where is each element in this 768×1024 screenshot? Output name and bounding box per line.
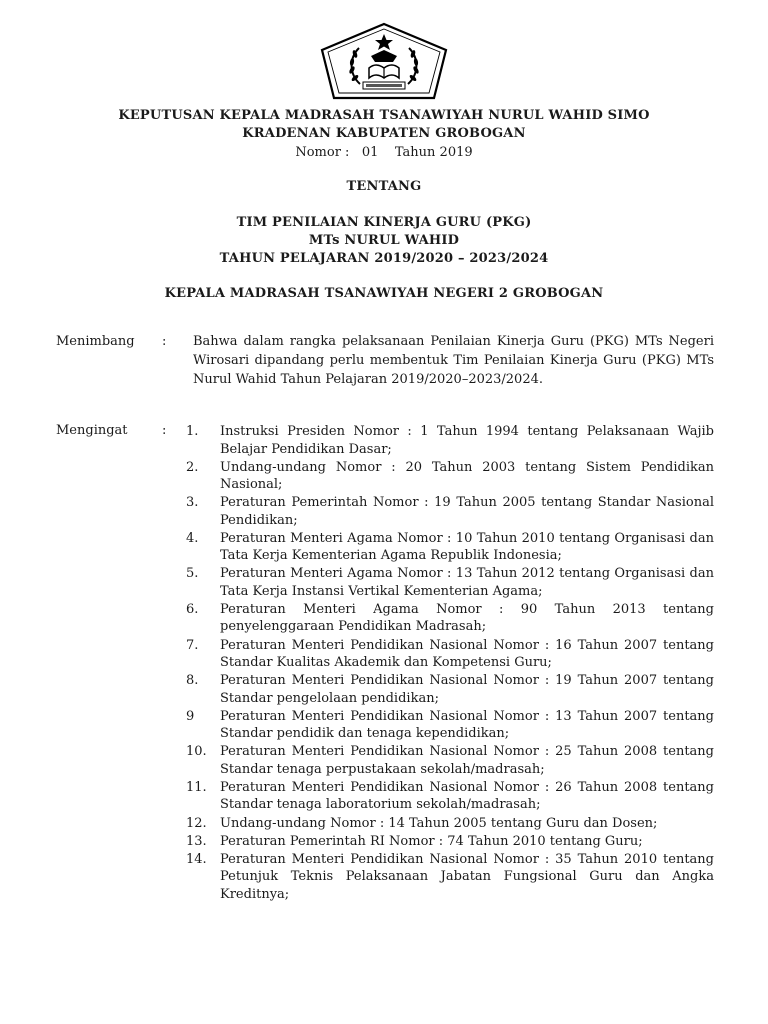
list-item-number: 11. (186, 779, 207, 795)
list-item (186, 708, 714, 743)
list-item-number: 10. (186, 744, 207, 760)
list-item-number: 12. (186, 815, 207, 831)
tentang-heading: TENTANG (346, 179, 422, 194)
list-item-number: 13. (186, 833, 207, 849)
list-item-text: Peraturan Menteri Agama Nomor : 10 Tahun 2010 tentang Organisasi dan Tata Kerja Kementerian Agama Republik Indonesia; (220, 530, 714, 564)
list-item-number: 7. (186, 637, 199, 653)
subject-line2: MTs NURUL WAHID (308, 233, 460, 248)
menimbang-label: Menimbang (56, 334, 135, 349)
mengingat-label: Mengingat (56, 423, 128, 438)
list-item-text: Peraturan Menteri Pendidikan Nasional Nomor : 26 Tahun 2008 tentang Standar tenaga laboratorium sekolah/madrasah; (220, 779, 714, 813)
list-item-text: Peraturan Menteri Pendidikan Nasional Nomor : 25 Tahun 2008 tentang Standar tenaga perpustakaan sekolah/madrasah; (220, 744, 714, 777)
list-item-text: Peraturan Pemerintah Nomor : 19 Tahun 2005 tentang Standar Nasional Pendidikan; (220, 495, 714, 528)
list-item (186, 423, 714, 458)
list-item (186, 833, 714, 851)
list-item-text: Instruksi Presiden Nomor : 1 Tahun 1994 tentang Pelaksanaan Wajib Belajar Pendidikan Dasar; (220, 424, 714, 457)
list-item-text: Undang-undang Nomor : 14 Tahun 2005 tentang Guru dan Dosen; (220, 815, 658, 831)
list-item (186, 494, 714, 529)
list-item-text: Undang-undang Nomor : 20 Tahun 2003 tentang Sistem Pendidikan Nasional; (220, 459, 714, 493)
list-item-number: 2. (186, 459, 199, 475)
menimbang-text: Bahwa dalam rangka pelaksanaan Penilaian Kinerja Guru (PKG) MTs Negeri Wirosari dipandang perlu membentuk Tim Penilaian Kinerja Guru (PKG) MTs Nurul Wahid Tahun Pelajaran 2019/2020–2023/2024. (193, 334, 714, 387)
mengingat-list (186, 423, 714, 904)
list-item-number: 4. (186, 530, 199, 546)
list-item (186, 530, 714, 565)
list-item (186, 851, 714, 904)
list-item (186, 815, 714, 833)
subject-line3: TAHUN PELAJARAN 2019/2020 – 2023/2024 (219, 251, 549, 266)
list-item (186, 601, 714, 636)
list-item-text: Peraturan Menteri Pendidikan Nasional Nomor : 13 Tahun 2007 tentang Standar pendidik dan tenaga kependidikan; (220, 708, 714, 742)
mengingat-colon: : (162, 423, 167, 438)
subject-line1: TIM PENILAIAN KINERJA GURU (PKG) (236, 215, 532, 230)
list-item (186, 565, 714, 600)
kementerian-agama-logo-icon (319, 22, 449, 100)
menimbang-colon: : (162, 334, 167, 349)
decree-number: Nomor : 01 Tahun 2019 (295, 145, 473, 160)
list-item-number: 9 (186, 708, 195, 724)
list-item-number: 1. (186, 424, 199, 439)
list-item (186, 459, 714, 494)
list-item-number: 14. (186, 851, 207, 867)
list-item-text: Peraturan Menteri Agama Nomor : 90 Tahun 2013 tentang penyelenggaraan Pendidikan Madrasah; (220, 601, 714, 635)
list-item-text: Peraturan Menteri Pendidikan Nasional Nomor : 19 Tahun 2007 tentang Standar pengelolaan pendidikan; (220, 673, 714, 706)
decree-title-line1: KEPUTUSAN KEPALA MADRASAH TSANAWIYAH NURUL WAHID SIMO (118, 108, 650, 123)
list-item-number: 3. (186, 495, 199, 511)
list-item-text: Peraturan Menteri Pendidikan Nasional Nomor : 16 Tahun 2007 tentang Standar Kualitas Akademik dan Kompetensi Guru; (220, 637, 714, 671)
list-item (186, 672, 714, 707)
list-item (186, 637, 714, 672)
list-item (186, 743, 714, 778)
list-item-number: 8. (186, 673, 199, 689)
list-item-text: Peraturan Pemerintah RI Nomor : 74 Tahun 2010 tentang Guru; (220, 833, 643, 849)
list-item-text: Peraturan Menteri Agama Nomor : 13 Tahun 2012 tentang Organisasi dan Tata Kerja Instansi Vertikal Kementerian Agama; (220, 566, 714, 599)
list-item-number: 6. (186, 601, 199, 617)
decree-title-line2: KRADENAN KABUPATEN GROBOGAN (242, 126, 526, 141)
list-item-number: 5. (186, 566, 199, 582)
list-item (186, 779, 714, 814)
list-item-text: Peraturan Menteri Pendidikan Nasional Nomor : 35 Tahun 2010 tentang Petunjuk Teknis Pelaksanaan Jabatan Fungsional Guru dan Angka Kreditnya; (220, 851, 714, 902)
issuer-heading: KEPALA MADRASAH TSANAWIYAH NEGERI 2 GROBOGAN (164, 286, 604, 301)
